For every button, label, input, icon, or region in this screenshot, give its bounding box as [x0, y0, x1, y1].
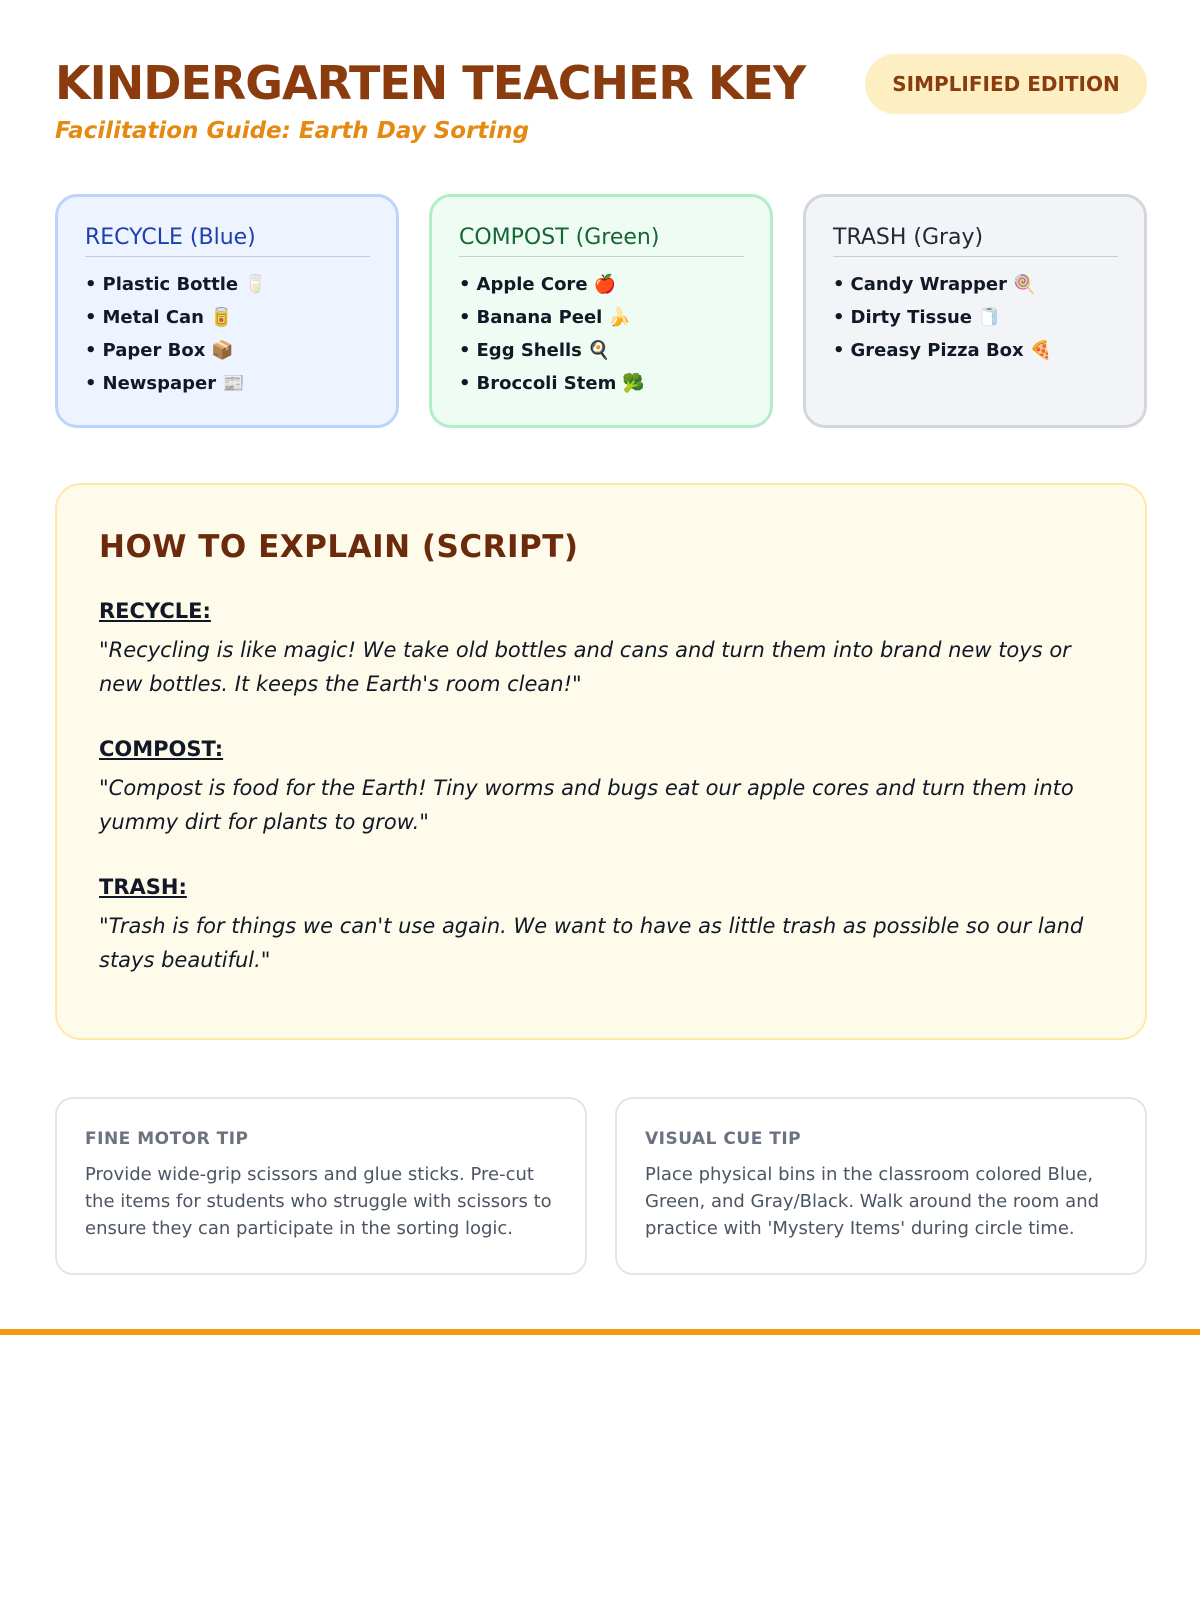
pizza-icon: 🍕: [1029, 339, 1053, 361]
section-label: COMPOST:: [99, 737, 224, 761]
section-label: RECYCLE:: [99, 599, 211, 623]
item-label: Banana Peel: [476, 306, 603, 328]
paper-box-icon: 📦: [211, 339, 234, 361]
broccoli-icon: 🥦: [622, 372, 645, 394]
compost-bin-card: [429, 194, 773, 428]
footer-divider: [0, 1329, 1200, 1335]
trash-bin-title: TRASH (Gray): [833, 225, 1118, 257]
item-label: Paper Box: [102, 339, 206, 361]
compost-item-list: [459, 268, 744, 400]
list-item: • Egg Shells 🍳: [459, 334, 744, 367]
apple-icon: 🍎: [593, 273, 616, 295]
item-label: Egg Shells: [476, 339, 582, 361]
metal-can-icon: 🥫: [210, 306, 233, 328]
item-label: Plastic Bottle: [102, 273, 239, 295]
trash-item-list: [833, 268, 1118, 367]
page-subtitle: Facilitation Guide: Earth Day Sorting: [55, 118, 530, 144]
list-item: • Paper Box 📦: [85, 334, 370, 367]
item-label: Greasy Pizza Box: [850, 339, 1024, 361]
script-title: HOW TO EXPLAIN (SCRIPT): [99, 529, 579, 565]
tip-title: FINE MOTOR TIP: [85, 1129, 249, 1149]
visual-cue-tip-card: [615, 1097, 1147, 1275]
list-item: • Banana Peel 🍌: [459, 301, 744, 334]
page-title: KINDERGARTEN TEACHER KEY: [55, 56, 806, 110]
page-header: [55, 52, 1147, 152]
section-quote: "Compost is food for the Earth! Tiny worms and bugs eat our apple cores and turn them into yummy dirt for plants to grow.": [99, 776, 1074, 834]
item-label: Metal Can: [102, 306, 204, 328]
plastic-bottle-icon: 🥛: [244, 273, 267, 295]
recycle-bin-card: [55, 194, 399, 428]
list-item: • Plastic Bottle 🥛: [85, 268, 370, 301]
newspaper-icon: 📰: [222, 372, 245, 394]
trash-bin-card: [803, 194, 1147, 428]
lollipop-icon: 🍭: [1013, 273, 1036, 295]
section-quote: "Trash is for things we can't use again. We want to have as little trash as possible so our land stays beautiful.": [99, 914, 1084, 972]
sorting-bins: [55, 194, 1147, 428]
list-item: • Apple Core 🍎: [459, 268, 744, 301]
tip-body: Place physical bins in the classroom colored Blue, Green, and Gray/Black. Walk around the room and practice with 'Mystery Items' during circle time.: [645, 1164, 1100, 1239]
explain-script-panel: [55, 483, 1147, 1040]
item-label: Dirty Tissue: [850, 306, 973, 328]
section-label: TRASH:: [99, 875, 187, 899]
tissue-roll-icon: 🧻: [978, 306, 1001, 328]
recycle-bin-title: RECYCLE (Blue): [85, 225, 370, 257]
item-label: Candy Wrapper: [850, 273, 1007, 295]
tip-body: Provide wide-grip scissors and glue sticks. Pre-cut the items for students who struggle with scissors to ensure they can participate in the sorting logic.: [85, 1164, 552, 1239]
edition-badge: SIMPLIFIED EDITION: [865, 54, 1147, 114]
section-quote: "Recycling is like magic! We take old bottles and cans and turn them into brand new toys or new bottles. It keeps the Earth's room clean!": [99, 638, 1071, 696]
fine-motor-tip-card: [55, 1097, 587, 1275]
tip-title: VISUAL CUE TIP: [645, 1129, 802, 1149]
script-section-compost: [99, 737, 1103, 839]
list-item: • Dirty Tissue 🧻: [833, 301, 1118, 334]
egg-pan-icon: 🍳: [587, 339, 611, 361]
recycle-item-list: [85, 268, 370, 400]
banana-icon: 🍌: [608, 306, 631, 328]
script-section-recycle: [99, 599, 1103, 701]
list-item: • Greasy Pizza Box 🍕: [833, 334, 1118, 367]
tips-row: [55, 1097, 1147, 1275]
item-label: Broccoli Stem: [476, 372, 617, 394]
item-label: Newspaper: [102, 372, 217, 394]
list-item: • Candy Wrapper 🍭: [833, 268, 1118, 301]
list-item: • Metal Can 🥫: [85, 301, 370, 334]
compost-bin-title: COMPOST (Green): [459, 225, 744, 257]
item-label: Apple Core: [476, 273, 588, 295]
list-item: • Newspaper 📰: [85, 367, 370, 400]
list-item: • Broccoli Stem 🥦: [459, 367, 744, 400]
script-section-trash: [99, 875, 1103, 977]
